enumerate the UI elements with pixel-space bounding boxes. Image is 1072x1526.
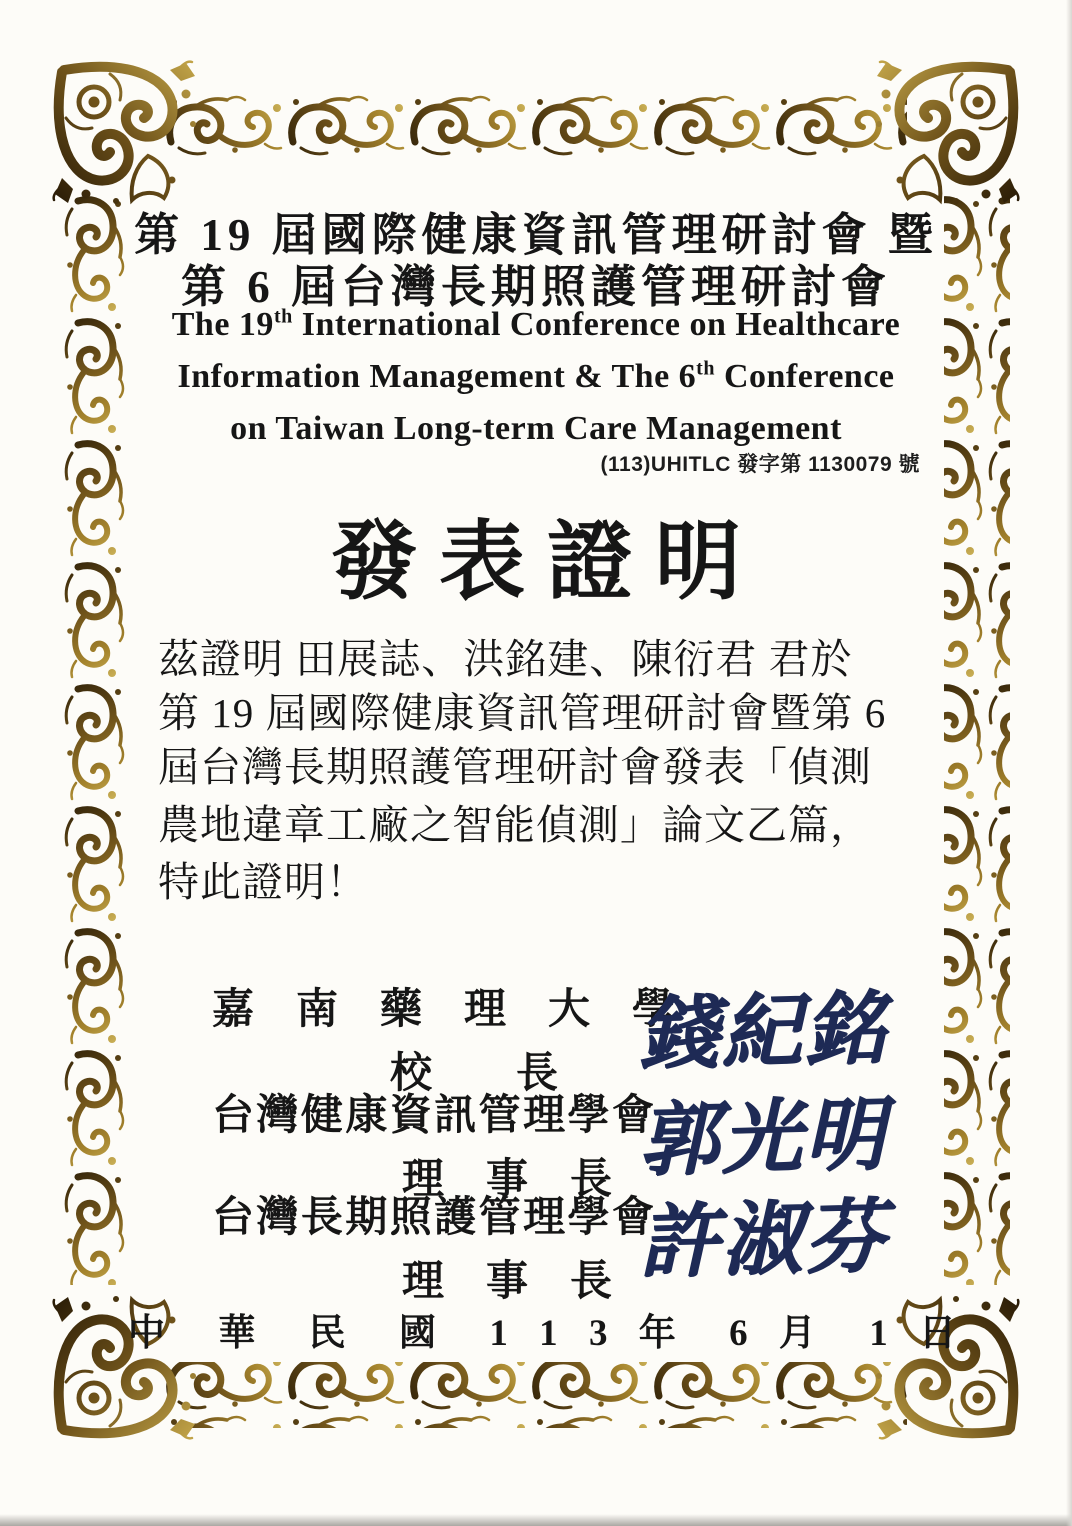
org-role-president: 校 長 <box>390 1051 559 1097</box>
conference-title-en-line2: Information Management & The 6th Conference <box>177 357 895 395</box>
conference-title-zh-line1: 第 19 屆國際健康資訊管理研討會 暨 <box>134 210 938 260</box>
body-line-2: 第 19 屆國際健康資訊管理研討會暨第 6 <box>158 690 887 736</box>
org-name-health-info-assoc: 台灣健康資訊管理學會 <box>212 1093 654 1139</box>
certificate-heading: 發表證明 <box>331 514 763 610</box>
signature-university-president: 錢紀銘 <box>637 985 889 1080</box>
body-line-1: 茲證明 田展誌、洪銘建、陳衍君 君於 <box>158 636 853 682</box>
org-name-university: 嘉 南 藥 理 大 學 <box>212 987 675 1033</box>
signatory-block-longterm-care-assoc <box>212 1184 654 1308</box>
ordinal-superscript: th <box>273 305 293 328</box>
body-line-4: 農地違章工廠之智能偵測」論文乙篇， <box>158 802 872 848</box>
conference-title-zh-line2: 第 6 屆台灣長期照護管理研討會 <box>180 262 891 312</box>
body-line-5: 特此證明！ <box>158 859 368 905</box>
org-role-chairman-1: 理 事 長 <box>402 1157 613 1203</box>
conference-title-en-line1: The 19th International Conference on Healthcare <box>171 305 901 343</box>
org-name-longterm-care-assoc: 台灣長期照護管理學會 <box>212 1195 654 1241</box>
body-line-3: 屆台灣長期照護管理研討會發表「偵測 <box>158 744 872 790</box>
org-role-chairman-2: 理 事 長 <box>402 1259 613 1305</box>
scan-edge-shadow-right <box>1066 0 1072 1526</box>
ordinal-superscript: th <box>696 357 715 380</box>
signature-health-info-chairman: 郭光明 <box>637 1091 889 1186</box>
scan-edge-shadow-bottom <box>0 1514 1072 1526</box>
document-reference-number: (113)UHITLC 發字第 1130079 號 <box>600 453 920 476</box>
conference-title-en-line3: on Taiwan Long-term Care Management <box>230 410 842 447</box>
certificate-date: 中 華 民 國 1 1 3 年 6 月 1 日 <box>128 1313 956 1354</box>
signature-longterm-care-chairman: 許淑芬 <box>637 1193 889 1288</box>
